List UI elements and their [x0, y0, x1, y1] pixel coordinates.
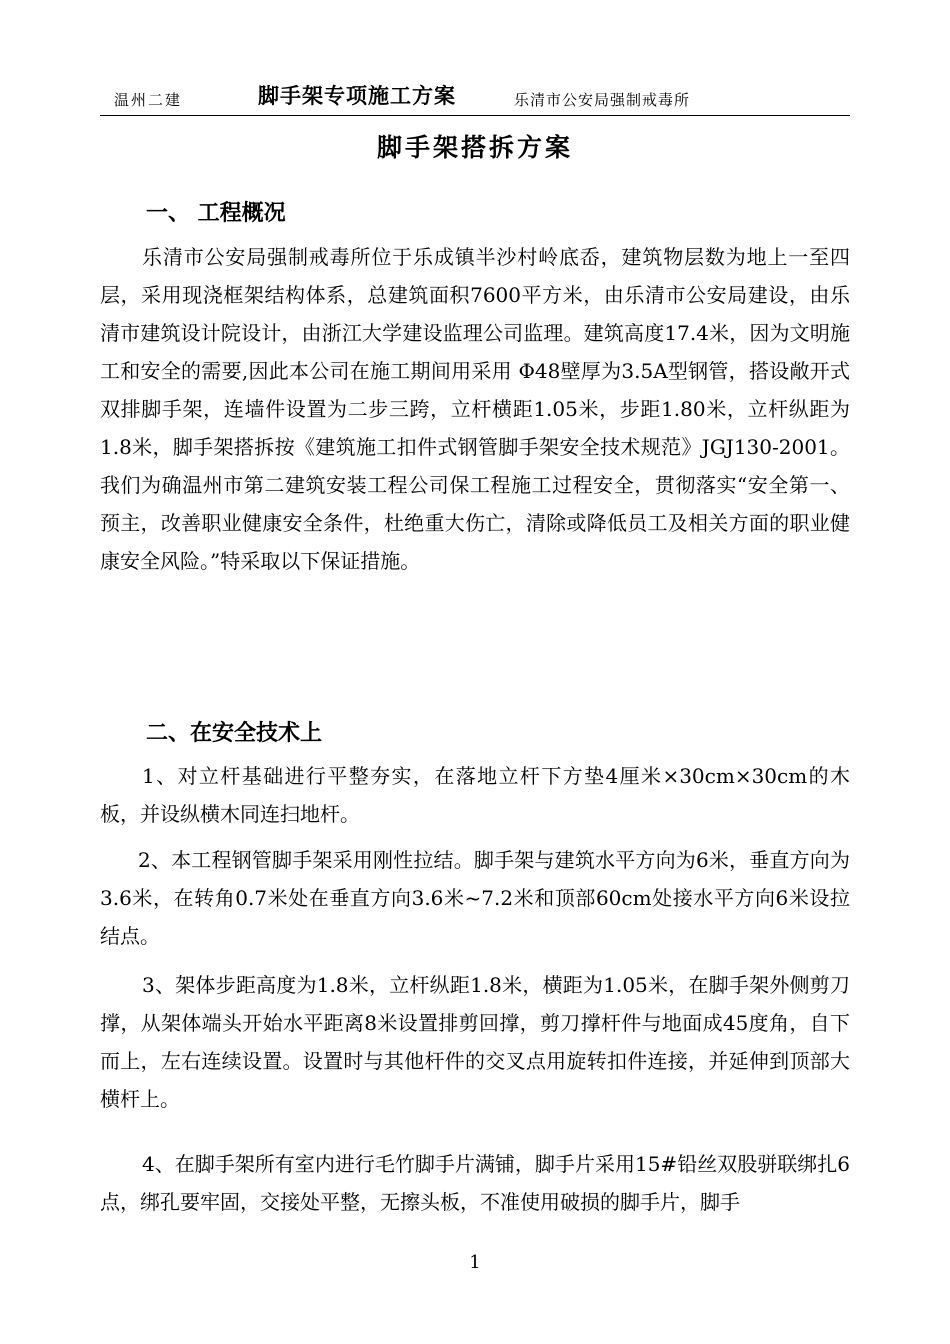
page-number: 1 — [469, 1252, 481, 1273]
header-project: 乐清市公安局强制戒毒所 — [514, 91, 691, 109]
document-title: 脚手架搭拆方案 — [376, 133, 573, 162]
section-heading-overview: 一、 工程概况 — [146, 201, 286, 226]
section-heading-safety-technique: 二、在安全技术上 — [146, 721, 323, 746]
header-divider — [100, 115, 850, 116]
paragraph-item-2: 2、本工程钢管脚手架采用刚性拉结。脚手架与建筑水平方向为6米，垂直方向为3.6米，在转角0.7米处在垂直方向3.6米~7.2米和顶部60cm处接水平方向6米设拉结点。 — [100, 848, 850, 948]
paragraph-item-4: 4、在脚手架所有室内进行毛竹脚手片满铺，脚手片采用15#铅丝双股骈联绑扎6点，绑孔要牢固，交接处平整，无擦头板，不准使用破损的脚手片，脚手 — [100, 1152, 850, 1214]
paragraph-item-3: 3、架体步距高度为1.8米，立杆纵距1.8米，横距为1.05米，在脚手架外侧剪刀撑，从架体端头开始水平距离8米设置排剪回撑，剪刀撑杆件与地面成45度角，自下而上，左右连续设置。设置时与其他杆件的交叉点用旋转扣件连接，并延伸到顶部大横杆上。 — [100, 973, 850, 1111]
page-header — [100, 83, 850, 114]
header-company: 温州二建 — [114, 91, 183, 109]
paragraph-item-1: 1、对立杆基础进行平整夯实，在落地立杆下方垫4厘米×30cm×30cm的木板，并设纵横木同连扫地杆。 — [100, 764, 850, 826]
paragraph-overview: 乐清市公安局强制戒毒所位于乐成镇半沙村岭底岙，建筑物层数为地上一至四层，采用现浇框架结构体系，总建筑面积7600平方米，由乐清市公安局建设，由乐清市建筑设计院设计，由浙江大学建设监理公司监理。建筑高度17.4米，因为文明施工和安全的需要,因此本公司在施工期间用采用 Φ48壁厚为3.5A型钢管，搭设敞开式双排脚手架，连墙件设置为二步三跨，立杆横距1.05米，步距1.80米，立杆纵距为1.8米，脚手架搭拆按《建筑施工扣件式钢管脚手架安全技术规范》JGJ130-2001。我们为确温州市第二建筑安装工程公司保工程施工过程安全，贯彻落实“安全第一、预主，改善职业健康安全条件，杜绝重大伤亡，清除或降低员工及相关方面的职业健康安全风险。”特采取以下保证措施。 — [100, 245, 850, 573]
header-document-title: 脚手架专项施工方案 — [258, 83, 456, 108]
